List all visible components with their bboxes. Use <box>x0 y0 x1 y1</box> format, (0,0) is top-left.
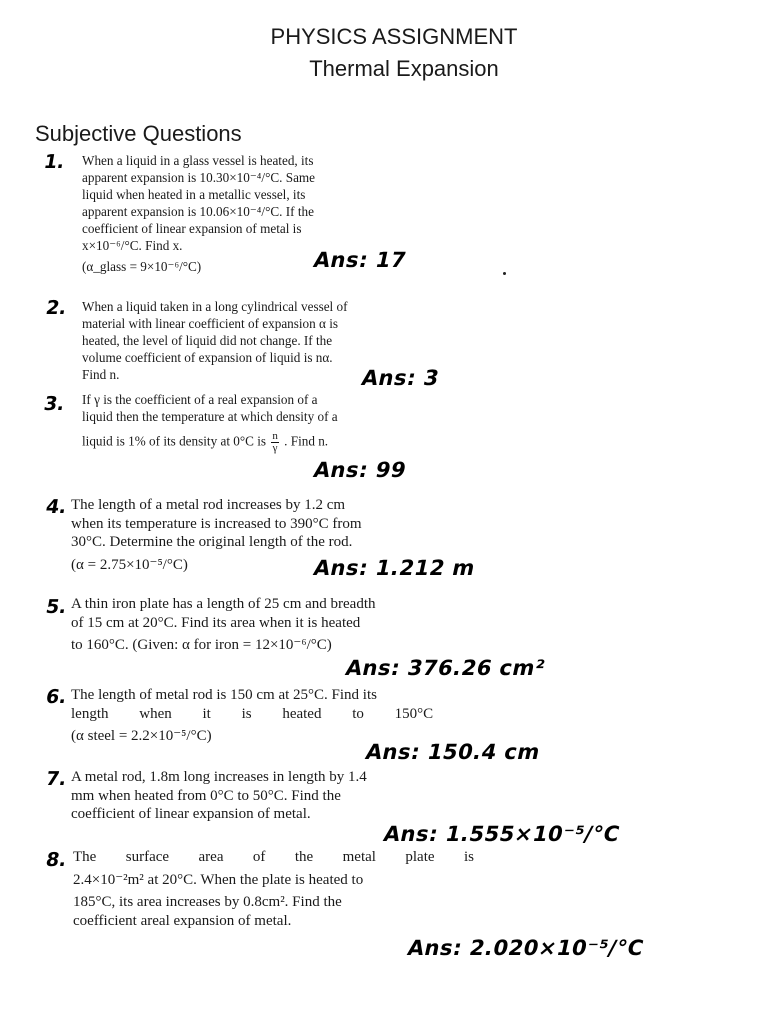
question-number: 1. <box>42 151 67 173</box>
question-line: The surface area of the metal plate is <box>73 849 474 865</box>
question-line: coefficient areal expansion of metal. <box>73 912 292 929</box>
question-line: When a liquid taken in a long cylindrical vessel of <box>82 299 348 314</box>
fraction-numerator: n <box>272 430 278 442</box>
question-number: 7. <box>44 768 69 790</box>
question-line: liquid when heated in a metallic vessel, its <box>82 187 306 202</box>
question-line: . Find n. <box>284 433 329 449</box>
question-line: material with linear coefficient of expansion α is <box>82 316 339 331</box>
question-line: coefficient of linear expansion of metal is <box>82 221 302 236</box>
question-line: liquid then the temperature at which density of a <box>82 409 338 424</box>
question-number: 6. <box>44 686 69 708</box>
fraction <box>271 431 279 454</box>
question-3-text <box>82 391 462 454</box>
question-line: 30°C. Determine the original length of the rod. <box>71 534 353 550</box>
page-subtitle: Thermal Expansion <box>309 56 499 81</box>
answer-3: Ans: 99 <box>311 458 409 482</box>
page-title: PHYSICS ASSIGNMENT <box>270 24 518 49</box>
question-8-text <box>73 848 474 930</box>
question-line: A thin iron plate has a length of 25 cm and breadth <box>71 596 376 612</box>
question-number: 5. <box>44 596 69 618</box>
question-6-text <box>71 686 474 746</box>
question-line: when its temperature is increased to 390°C from <box>71 515 362 532</box>
question-line: (α = 2.75×10⁻⁵/°C) <box>71 556 188 573</box>
question-number: 4. <box>44 496 69 518</box>
question-line: (α_glass = 9×10⁻⁶/°C) <box>82 259 202 274</box>
question-7-text <box>71 768 474 824</box>
question-line: mm when heated from 0°C to 50°C. Find the <box>71 787 341 804</box>
question-line: A metal rod, 1.8m long increases in length by 1.4 <box>71 769 367 785</box>
question-line: volume coefficient of expansion of liquid is nα. <box>82 350 333 365</box>
question-line: x×10⁻⁶/°C. Find x. <box>82 238 183 253</box>
question-line: apparent expansion is 10.30×10⁻⁴/°C. Same <box>82 170 316 185</box>
answer-6: Ans: 150.4 cm <box>363 740 543 764</box>
question-line: of 15 cm at 20°C. Find its area when it is heated <box>71 614 361 631</box>
answer-2: Ans: 3 <box>359 366 442 390</box>
question-line: The length of a metal rod increases by 1.2 cm <box>71 497 346 513</box>
question-line: 185°C, its area increases by 0.8cm². Find the <box>73 894 342 910</box>
answer-5: Ans: 376.26 cm² <box>343 656 548 680</box>
question-5-text <box>71 595 474 655</box>
question-number: 3. <box>42 393 67 415</box>
question-line: 2.4×10⁻²m² at 20°C. When the plate is heated to <box>73 871 364 888</box>
question-line: When a liquid in a glass vessel is heated, its <box>82 153 314 168</box>
answer-8: Ans: 2.020×10⁻⁵/°C <box>405 936 647 960</box>
answer-7: Ans: 1.555×10⁻⁵/°C <box>381 822 623 846</box>
question-line: coefficient of linear expansion of metal. <box>71 806 311 822</box>
question-line: Find n. <box>82 367 120 382</box>
answer-4: Ans: 1.212 m <box>311 556 478 580</box>
fraction-denominator: γ <box>272 442 278 454</box>
question-line: The length of metal rod is 150 cm at 25°C. Find its <box>71 687 377 703</box>
question-number: 2. <box>44 297 69 319</box>
question-line: heated, the level of liquid did not change. If the <box>82 333 333 348</box>
answer-1: Ans: 17 <box>311 248 409 272</box>
question-line: (α steel = 2.2×10⁻⁵/°C) <box>71 728 212 744</box>
question-line: length when it is heated to 150°C <box>71 705 434 722</box>
section-title: Subjective Questions <box>35 121 242 146</box>
question-line: to 160°C. (Given: α for iron = 12×10⁻⁶/°C) <box>71 637 332 653</box>
question-line: liquid is 1% of its density at 0°C is <box>82 433 267 449</box>
question-line: apparent expansion is 10.06×10⁻⁴/°C. If the <box>82 204 314 219</box>
question-line: If γ is the coefficient of a real expansion of a <box>82 392 318 407</box>
question-number: 8. <box>44 849 69 871</box>
stray-dot <box>503 272 506 275</box>
